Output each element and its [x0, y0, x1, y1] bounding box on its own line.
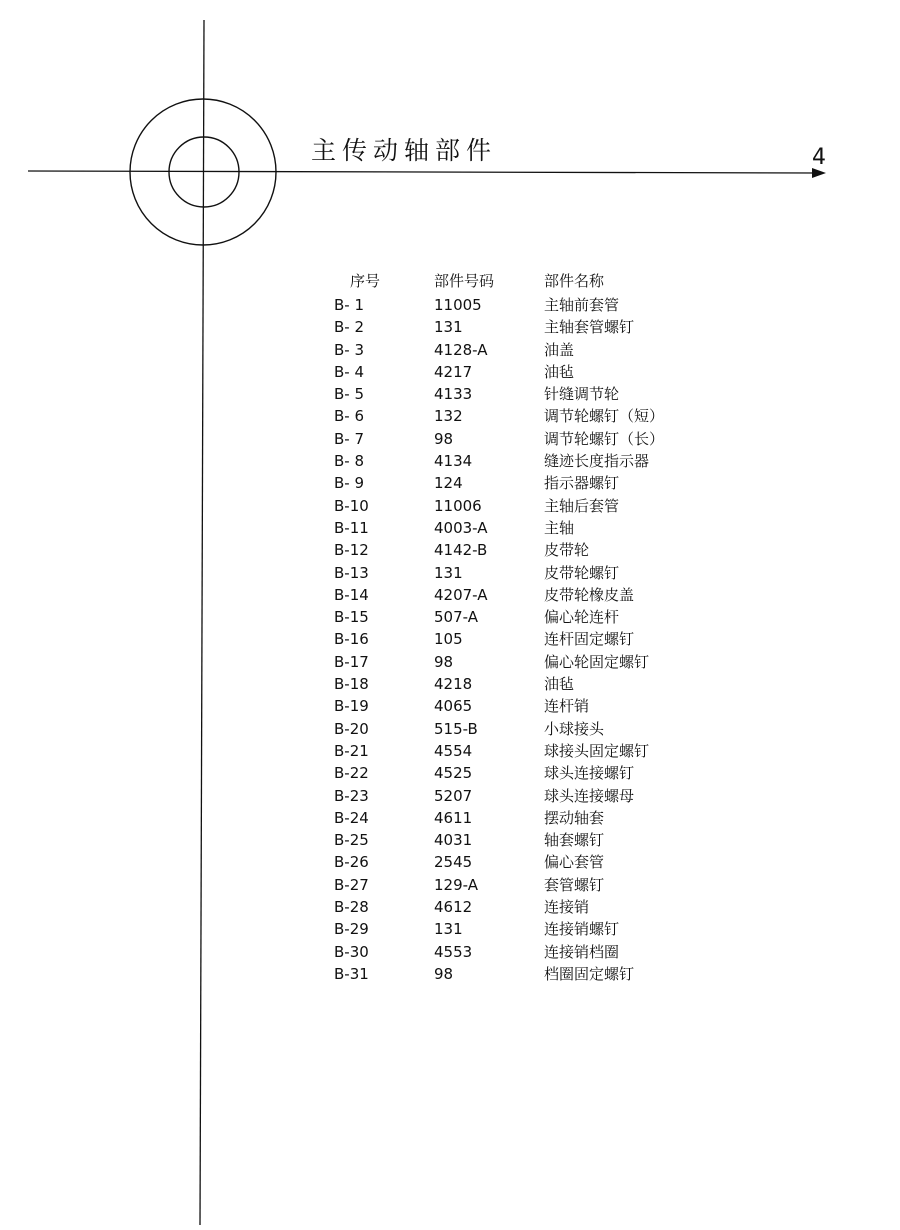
row-seq: B-26 — [334, 853, 369, 872]
row-seq: B-21 — [334, 741, 369, 760]
row-code: 4133 — [434, 385, 473, 404]
row-code: 131 — [434, 920, 463, 939]
table-row — [330, 963, 710, 985]
row-name: 皮带轮橡皮盖 — [544, 585, 635, 604]
row-name: 球头连接螺母 — [544, 786, 635, 805]
table-row — [330, 517, 710, 539]
row-code: 4218 — [434, 675, 473, 694]
row-name: 连杆固定螺钉 — [544, 630, 635, 649]
row-seq: B-10 — [334, 496, 369, 515]
row-name: 连接销螺钉 — [544, 920, 620, 939]
table-row — [330, 428, 710, 450]
row-seq: B-27 — [334, 875, 369, 894]
table-row — [330, 383, 710, 405]
row-name: 档圈固定螺钉 — [544, 964, 635, 983]
row-name: 指示器螺钉 — [544, 474, 620, 493]
row-name: 皮带轮螺钉 — [544, 563, 620, 582]
row-seq: B-23 — [334, 786, 369, 805]
table-row — [330, 339, 710, 361]
row-name: 油盖 — [544, 340, 575, 359]
row-seq: B- 1 — [334, 296, 365, 314]
row-code: 507-A — [434, 608, 478, 627]
table-row — [330, 628, 710, 650]
row-code: 4128-A — [434, 340, 488, 359]
row-name: 套管螺钉 — [544, 875, 605, 894]
header-code: 部件号码 — [434, 272, 495, 290]
row-seq: B- 9 — [334, 474, 365, 493]
row-seq: B-22 — [334, 764, 369, 783]
row-name: 调节轮螺钉（长） — [544, 429, 665, 448]
row-seq: B- 3 — [334, 340, 365, 359]
row-seq: B- 5 — [334, 385, 365, 404]
row-seq: B-18 — [334, 675, 369, 694]
table-header-row — [330, 270, 710, 294]
row-code: 515-B — [434, 719, 478, 738]
table-row — [330, 874, 710, 896]
table-row — [330, 472, 710, 494]
row-seq: B- 7 — [334, 429, 365, 448]
row-code: 4553 — [434, 942, 473, 961]
row-name: 小球接头 — [544, 719, 605, 738]
row-name: 调节轮螺钉（短） — [544, 407, 665, 426]
table-row — [330, 651, 710, 673]
row-code: 131 — [434, 563, 463, 582]
row-name: 球接头固定螺钉 — [544, 741, 650, 760]
header-seq: 序号 — [350, 272, 381, 290]
row-code: 98 — [434, 964, 454, 983]
row-seq: B-15 — [334, 608, 369, 627]
row-seq: B-20 — [334, 719, 369, 738]
row-code: 4065 — [434, 697, 473, 716]
row-code: 4611 — [434, 808, 473, 827]
row-code: 4031 — [434, 831, 473, 850]
row-name: 缝迹长度指示器 — [544, 452, 650, 471]
row-code: 4134 — [434, 452, 473, 471]
row-name: 轴套螺钉 — [544, 831, 605, 850]
row-seq: B-13 — [334, 563, 369, 582]
row-code: 98 — [434, 652, 454, 671]
row-seq: B-14 — [334, 585, 369, 604]
row-seq: B-31 — [334, 964, 369, 983]
row-seq: B-29 — [334, 920, 369, 939]
row-seq: B-24 — [334, 808, 369, 827]
row-code: 98 — [434, 429, 454, 448]
table-row — [330, 762, 710, 784]
row-name: 连接销 — [544, 898, 590, 917]
table-row — [330, 718, 710, 740]
table-row — [330, 316, 710, 338]
row-code: 4217 — [434, 362, 473, 381]
row-name: 油毡 — [544, 362, 575, 381]
row-name: 主轴后套管 — [544, 496, 620, 515]
row-seq: B-28 — [334, 898, 369, 917]
table-row — [330, 450, 710, 472]
table-row — [330, 941, 710, 963]
row-code: 132 — [434, 407, 463, 426]
row-code: 4207-A — [434, 585, 488, 604]
parts-table — [330, 270, 710, 985]
row-name: 主轴 — [544, 518, 575, 537]
row-seq: B- 8 — [334, 452, 365, 471]
row-name: 主轴套管螺钉 — [544, 318, 635, 337]
row-seq: B-19 — [334, 697, 369, 716]
row-seq: B- 2 — [334, 318, 365, 337]
horizontal-rule — [28, 171, 818, 173]
table-row — [330, 405, 710, 427]
row-name: 偏心轮固定螺钉 — [544, 652, 650, 671]
table-row — [330, 695, 710, 717]
row-code: 131 — [434, 318, 463, 337]
table-row — [330, 807, 710, 829]
row-name: 针缝调节轮 — [544, 385, 620, 404]
row-name: 主轴前套管 — [544, 296, 620, 314]
row-code: 11006 — [434, 496, 482, 515]
row-name: 偏心套管 — [544, 853, 605, 872]
table-row — [330, 740, 710, 762]
page-number: 4 — [812, 145, 826, 170]
table-row — [330, 918, 710, 940]
row-seq: B-11 — [334, 518, 369, 537]
row-name: 摆动轴套 — [544, 808, 605, 827]
row-seq: B-30 — [334, 942, 369, 961]
row-name: 连接销档圈 — [544, 942, 620, 961]
row-code: 129-A — [434, 875, 478, 894]
table-row — [330, 673, 710, 695]
row-code: 5207 — [434, 786, 473, 805]
row-code: 4612 — [434, 898, 473, 917]
row-seq: B-25 — [334, 831, 369, 850]
table-row — [330, 539, 710, 561]
table-row — [330, 294, 710, 316]
table-row — [330, 829, 710, 851]
row-code: 4525 — [434, 764, 473, 783]
row-code: 2545 — [434, 853, 473, 872]
row-seq: B-17 — [334, 652, 369, 671]
row-code: 4142-B — [434, 541, 488, 560]
table-row — [330, 606, 710, 628]
row-name: 连杆销 — [544, 697, 590, 716]
table-row — [330, 361, 710, 383]
table-row — [330, 562, 710, 584]
row-seq: B- 4 — [334, 362, 365, 381]
table-row — [330, 584, 710, 606]
row-code: 124 — [434, 474, 463, 493]
row-seq: B- 6 — [334, 407, 365, 426]
row-seq: B-12 — [334, 541, 369, 560]
row-code: 4003-A — [434, 518, 488, 537]
table-row — [330, 495, 710, 517]
page-title: 主传动轴部件 — [311, 136, 498, 165]
row-name: 球头连接螺钉 — [544, 764, 635, 783]
vertical-rule — [200, 20, 204, 1225]
row-name: 偏心轮连杆 — [544, 608, 620, 627]
row-name: 皮带轮 — [544, 541, 590, 560]
row-code: 11005 — [434, 296, 482, 314]
table-row — [330, 785, 710, 807]
row-code: 105 — [434, 630, 463, 649]
table-row — [330, 851, 710, 873]
table-row — [330, 896, 710, 918]
header-name: 部件名称 — [544, 272, 605, 290]
row-code: 4554 — [434, 741, 473, 760]
row-name: 油毡 — [544, 675, 575, 694]
row-seq: B-16 — [334, 630, 369, 649]
